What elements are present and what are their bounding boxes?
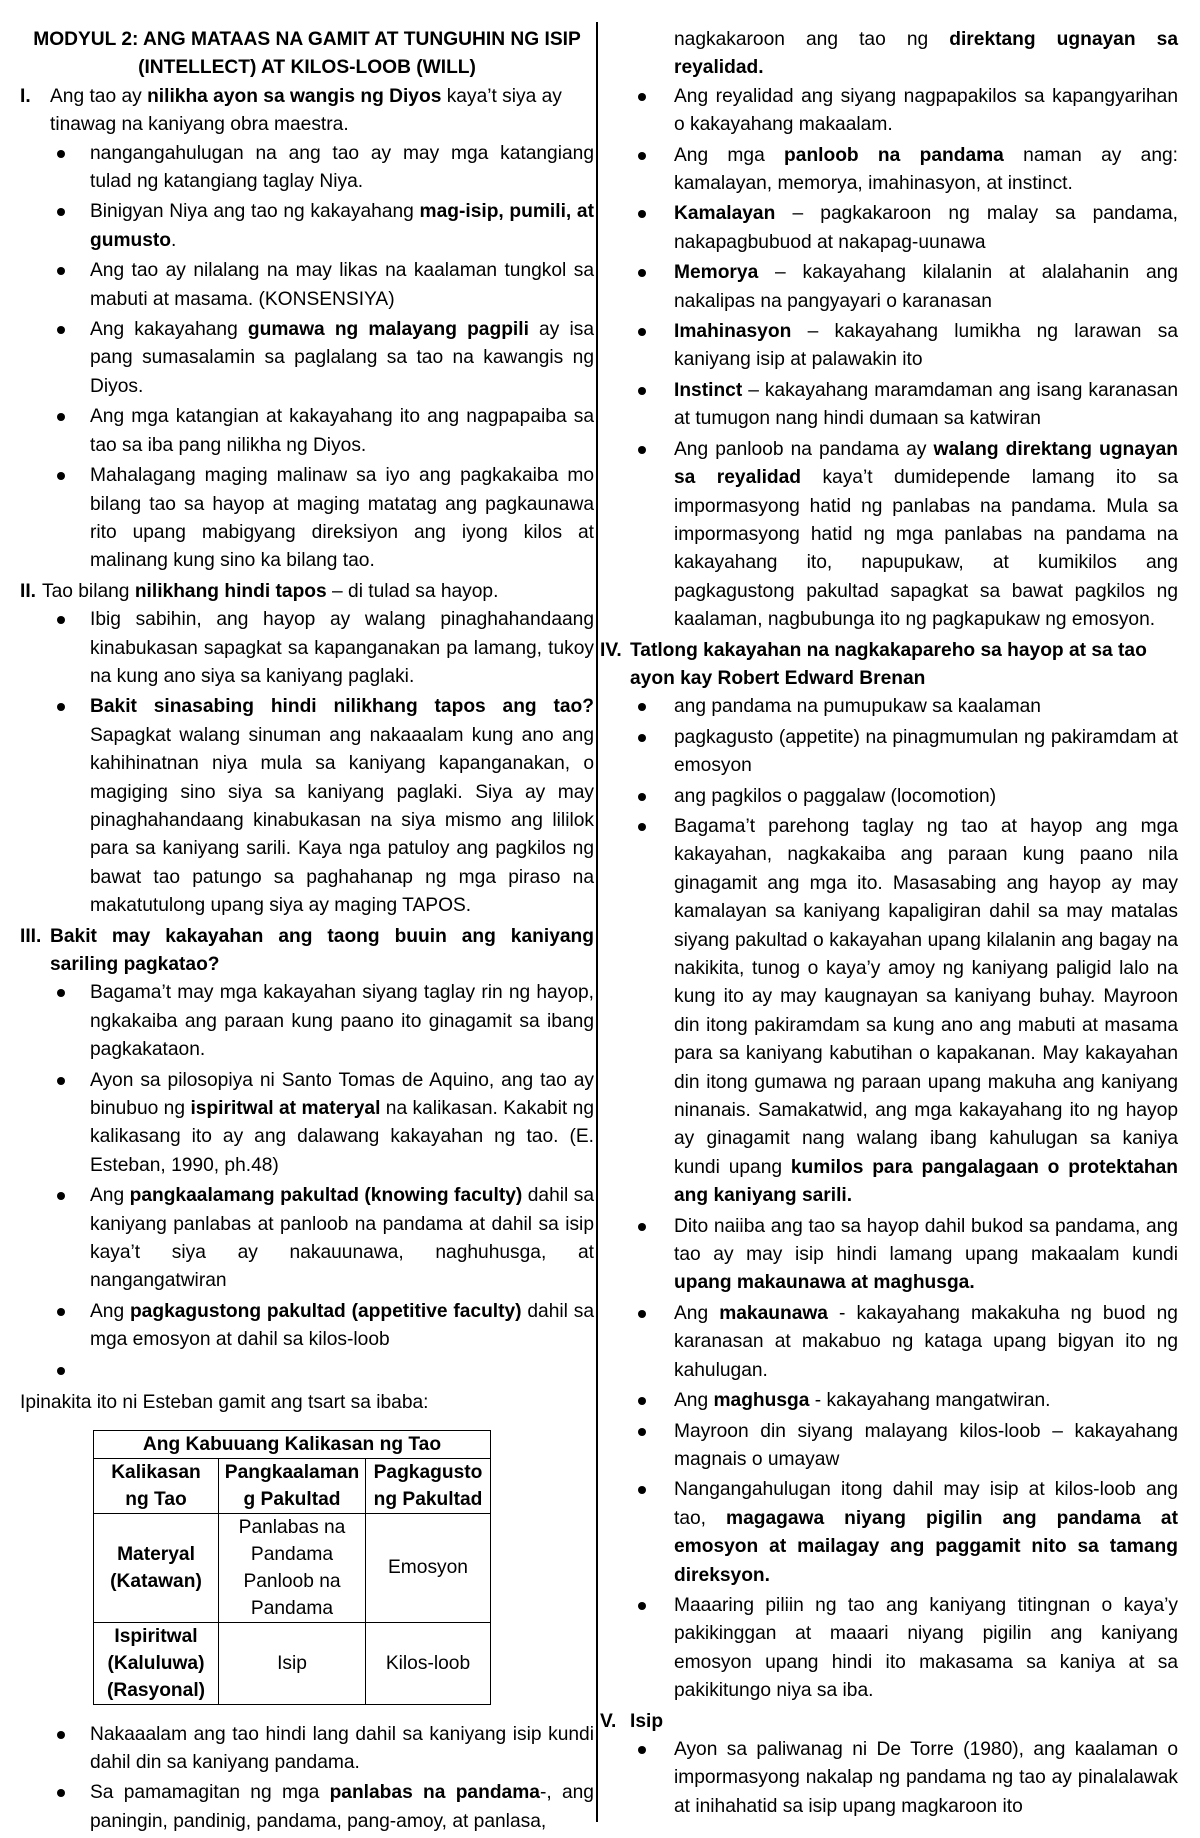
section-3-heading: Bakit may kakayahan ang taong buuin ang kaniyang sariling pagkatao? (50, 925, 594, 975)
list-item (20, 1721, 594, 1778)
bullet-text: – kakayahang kilalanin at alalahanin ang nakalipas na pangyayari o karanasan (674, 262, 1178, 312)
bullet-bold: gumawa ng malayang pagpili (247, 319, 529, 341)
bullet-bold: kumilos para pangalagaan o protektahan ang kaniyang sarili. (674, 1156, 1179, 1207)
section-5-bullets (600, 1736, 1178, 1821)
section-5-heading: Isip (630, 1710, 664, 1732)
list-item (600, 724, 1178, 781)
bullet-text: - kakayahang mangatwiran. (809, 1390, 1051, 1412)
section-2 (20, 578, 594, 606)
table-header: Pangkaalaman g Pakultad (219, 1458, 366, 1513)
section-4-bullets (600, 693, 1178, 1705)
chart-intro: Ipinakita ito ni Esteban gamit ang tsart sa ibaba: (20, 1392, 429, 1414)
bullet-text: Ang (674, 1390, 714, 1412)
bullet-text: – pagkakaroon ng malay sa pandama, nakapagbubuod at nakapag-uunawa (674, 203, 1178, 253)
list-item (20, 1298, 594, 1355)
bullet-bold: Instinct (674, 379, 743, 401)
module-title (20, 26, 594, 83)
bullet-bold: mag-isip, pumili, at gumusto (90, 201, 594, 251)
bullet-text: Nakaaalam ang tao hindi lang dahil sa kaniyang isip kundi dahil din sa kaniyang pandama. (90, 1723, 594, 1773)
table-cell: Emosyon (366, 1513, 491, 1622)
bullet-text: naman ay ang: kamalayan, memorya, imahinasyon, at instinct. (674, 144, 1178, 195)
bullet-text: Bagama’t may mga kakayahan siyang taglay rin ng hayop, ngkakaiba ang paraan kung paano ito ginagamit sa ibang pagkakataon. (90, 982, 594, 1061)
bullet-bold: pagkagustong pakultad (appetitive faculty) (129, 1300, 522, 1322)
list-item (20, 693, 594, 920)
bullet-text: – kakayahang lumikha ng larawan sa kaniyang isip at palawakin ito (674, 321, 1178, 371)
bullet-bold: Memorya (674, 262, 759, 284)
bullet-bold: Bakit sinasabing hindi nilikhang tapos ang tao? (90, 696, 594, 718)
table-cell: Ispiritwal (Kaluluwa) (Rasyonal) (94, 1622, 219, 1704)
bullet-text: ay isa pang sumasalamin sa paglalang sa tao na kawangis ng Diyos. (90, 319, 594, 397)
module-title-line1: MODYUL 2: ANG MATAAS NA GAMIT AT TUNGUHIN NG ISIP (33, 29, 581, 50)
section-1-heading-bold: nilikha ayon sa wangis ng Diyos (147, 85, 442, 107)
section-1-number: I. (20, 85, 31, 107)
table-cell-line: Panlabas na Pandama (238, 1516, 346, 1565)
table-row (94, 1622, 491, 1704)
list-item (600, 436, 1178, 635)
bullet-bold: maghusga (713, 1390, 810, 1412)
section-1-heading (50, 83, 594, 140)
bullet-bold: pangkaalamang pakultad (knowing faculty) (129, 1185, 523, 1207)
section-1-bullets (20, 140, 594, 576)
list-item (600, 783, 1178, 811)
bullet-text: Dito naiiba ang tao sa hayop dahil bukod sa pandama, ang tao ay may isip hindi lamang upang makaalam kundi (674, 1215, 1178, 1266)
list-item (600, 1592, 1178, 1706)
left-column (20, 26, 594, 1838)
section-1 (20, 83, 594, 140)
list-item (600, 142, 1178, 199)
bullet-bold: ispiritwal at materyal (190, 1098, 381, 1120)
bullet-text: pagkagusto (appetite) na pinagmumulan ng pakiramdam at emosyon (674, 726, 1178, 777)
list-item (600, 1300, 1178, 1385)
table-cell (219, 1513, 366, 1622)
bullet-text: Sapagkat walang sinuman ang nakaaalam kung ano ang kahihinatnan niya mula sa kaniyang kapanganakan, o magiging sino siya sa kaniyang paglaki. Siya ay may pinaghahandaang kinabukasan na siya mismo ang lililok para sa kaniyang sarili. Kaya nga patuloy ang pagkilos ng bawat tao patungo sa paghahanap ng mga piraso na makatutulong upang siya ay maging TAPOS. (90, 724, 594, 917)
bullet-bold: makaunawa (719, 1302, 828, 1324)
section-2-bullets (20, 606, 594, 920)
section-2-heading-post: – di tulad sa hayop. (326, 580, 499, 602)
list-item (600, 1736, 1178, 1821)
bullet-text: Mayroon din siyang malayang kilos-loob – kakayahang magnais o umayaw (674, 1420, 1178, 1470)
table-row (94, 1513, 491, 1622)
bullet-text: Ang (90, 1300, 130, 1322)
bullet-text: Binigyan Niya ang tao ng kakayahang (90, 201, 420, 223)
section-3-number: III. (20, 925, 42, 947)
list-item (20, 257, 594, 314)
section-4-heading: Tatlong kakayahan na nagkakapareho sa hayop at sa tao ayon kay Robert Edward Brenan (630, 639, 1147, 689)
section-4-number: IV. (600, 639, 622, 661)
section-2-number: II. (20, 580, 36, 602)
bullet-bold: panlabas na pandama (329, 1782, 540, 1804)
table-cell: Materyal (Katawan) (94, 1513, 219, 1622)
list-item (600, 1476, 1178, 1590)
bullet-text: -, ang paningin, pandinig, pandama, pang-amoy, at panlasa, (90, 1782, 594, 1832)
list-item (600, 318, 1178, 375)
bullet-text: Maaaring piliin ng tao ang kaniyang titingnan o kaya’y pakikinggan at maaari niyang pigilin ang kaniyang emosyon upang hindi ito makasama sa kaniya at sa pakikitungo niya sa iba. (674, 1594, 1178, 1702)
nature-table (93, 1430, 491, 1705)
list-item (20, 979, 594, 1064)
list-item (600, 1213, 1178, 1298)
list-item (600, 83, 1178, 140)
bullet-bold: panloob na pandama (784, 144, 1004, 166)
list-item (600, 813, 1178, 1211)
bullet-text: Ayon sa pilosopiya ni Santo Tomas de Aquino, ang tao ay binubuo ng (90, 1069, 594, 1120)
table-header: Pagkagusto ng Pakultad (366, 1458, 491, 1513)
bullet-bold: walang direktang ugnayan sa reyalidad (674, 438, 1178, 489)
section-2-heading (42, 578, 594, 606)
list-item (600, 200, 1178, 257)
list-item (600, 693, 1178, 721)
section-4 (600, 637, 1178, 694)
column-divider (596, 22, 598, 1822)
bullet-text: kaya’t dumidepende lamang ito sa impormasyong hatid ng panlabas na pandama. Mula sa impormasyong hatid ng mga panlabas na pandama na kakayahang ito, napupukaw, at kumikilos ang pagkagustong pakultad sapagkat sa bawat pagkilos ng kaalaman, nagbubunga ito ng pagkapukaw ng emosyon. (674, 467, 1178, 631)
bullet-text: . (171, 229, 177, 251)
after-table-bullets (20, 1721, 594, 1837)
bullet-text: Ang panloob na pandama ay (674, 438, 934, 460)
bullet-text: Ang mga (674, 144, 785, 166)
bullet-text: - kakayahang makakuha ng buod ng karanasan at makabuo ng kataga upang bigyan ito ng kahulugan. (674, 1302, 1178, 1381)
bullet-text: Sa pamamagitan ng mga (90, 1782, 330, 1804)
table-header: Kalikasan ng Tao (94, 1458, 219, 1513)
section-1-heading-post: kaya’t siya ay tinawag na kaniyang obra maestra. (50, 85, 562, 136)
module-title-line2: (INTELLECT) AT KILOS-LOOB (WILL) (138, 57, 476, 79)
section-3 (20, 923, 594, 980)
bullet-text: dahil sa mga emosyon at dahil sa kilos-loob (90, 1300, 594, 1351)
table-cell-line: Panloob na Pandama (243, 1570, 341, 1619)
bullet-text: Mahalagang maging malinaw sa iyo ang pagkakaiba mo bilang tao sa hayop at maging matatag ang pagkaunawa rito upang mabigyang direksiyon ang iyong kilos at malinang kung sino ka bilang tao. (90, 465, 594, 572)
bullet-text: ang pandama na pumupukaw sa kaalaman (674, 696, 1041, 718)
list-item (20, 606, 594, 691)
bullet-bold: magagawa niyang pigilin ang pandama at emosyon at mailagay ang paggamit nito sa tamang direksyon. (674, 1507, 1178, 1586)
bullet-text: Ayon sa paliwanag ni De Torre (1980), ang kaalaman o impormasyong nakalap ng pandama ng tao ay pinalalawak at inihahatid sa isip upang magkaroon ito (674, 1738, 1178, 1817)
list-item (600, 377, 1178, 434)
table-cell: Isip (219, 1622, 366, 1704)
bullet-text: Bagama’t parehong taglay ng tao at hayop ang mga kakayahan, nagkakaiba ang paraan kung paano nila ginagamit ang mga ito. Masasabing ang hayop ay may kamalayan sa kaniyang kapaligiran dahil sa may matalas siyang pakultad o kakayahan upang kilalanin ang bagay na nakikita, tunog o kaya’y amoy ng kaniyang paligid lalo na kung ito ay may kaugnayan sa kaniyang buhay. Mayroon din itong pakiramdam sa kung ano ang mabuti at masama para sa kaniyang kabutihan o kapakanan. May kakayahan din itong gumawa ng paraan upang makuha ang kaniyang ninanais. Samakatwid, ang mga kakayahang ito ng hayop ay ginagamit nang walang ibang kahulugan sa kaniya kundi upang (674, 815, 1178, 1178)
section-1-heading-pre: Ang tao ay (50, 85, 148, 107)
bullet-text: Ang (674, 1302, 720, 1324)
bullet-text: Ang tao ay nilalang na may likas na kaalaman tungkol sa mabuti at masama. (KONSENSIYA) (90, 260, 594, 310)
list-item (20, 316, 594, 401)
bullet-text: Ang reyalidad ang siyang nagpapakilos sa kapangyarihan o kakayahang makaalam. (674, 85, 1178, 136)
list-item (20, 140, 594, 197)
continued-text-pre: nagkakaroon ang tao ng (674, 29, 950, 50)
bullet-bold: upang makaunawa at maghusga. (674, 1272, 975, 1294)
bullet-text: Ang mga katangian at kakayahang ito ang nagpapaiba sa tao sa iba pang nilikha ng Diyos. (90, 406, 594, 456)
section-2-heading-pre: Tao bilang (42, 580, 135, 602)
right-column (600, 26, 1178, 1823)
list-item (20, 462, 594, 576)
list-item (600, 259, 1178, 316)
table-caption: Ang Kabuuang Kalikasan ng Tao (94, 1430, 491, 1458)
continued-text-bold: direktang ugnayan sa reyalidad. (674, 29, 1178, 79)
bullet-text: Ibig sabihin, ang hayop ay walang pinaghahandaang kinabukasan sapagkat sa kapanganakan pa lamang, tukoy na kung ano siya sa kaniyang paglaki. (90, 609, 594, 687)
list-item (600, 1387, 1178, 1415)
section-3-bullets (20, 979, 594, 1385)
bullet-text: na kalikasan. Kakabit ng kalikasang ito ay ang dalawang kakayahan ng tao. (E. Esteban, 1990, ph.48) (90, 1098, 595, 1176)
list-item (600, 1418, 1178, 1475)
bullet-bold: Imahinasyon (674, 321, 792, 343)
section-5-number: V. (600, 1710, 617, 1732)
empty-list-item (20, 1357, 594, 1385)
section-2-heading-bold: nilikhang hindi tapos (134, 580, 327, 602)
bullet-text: dahil sa kaniyang panlabas at panloob na pandama at dahil sa isip kaya’t siya ay nakauunawa, naghuhusga, at nangangatwiran (90, 1185, 594, 1292)
list-item (20, 403, 594, 460)
right-bullets (600, 83, 1178, 635)
bullet-bold: Kamalayan (674, 203, 776, 225)
list-item (20, 1779, 594, 1836)
bullet-text: Ang kakayahang (90, 319, 248, 341)
bullet-text: nangangahulugan na ang tao ay may mga katangiang tulad ng katangiang taglay Niya. (90, 142, 594, 193)
list-item (20, 198, 594, 255)
continued-text (600, 26, 1178, 83)
table-cell: Kilos-loob (366, 1622, 491, 1704)
bullet-text: ang pagkilos o paggalaw (locomotion) (674, 785, 997, 807)
list-item (20, 1182, 594, 1296)
list-item (20, 1067, 594, 1181)
bullet-text: Ang (90, 1185, 130, 1207)
bullet-text: – kakayahang maramdaman ang isang karanasan at tumugon nang hindi dumaan sa katwiran (674, 379, 1178, 430)
section-5 (600, 1708, 1178, 1736)
bullet-text: Nangangahulugan itong dahil may isip at kilos-loob ang tao, (674, 1479, 1178, 1529)
